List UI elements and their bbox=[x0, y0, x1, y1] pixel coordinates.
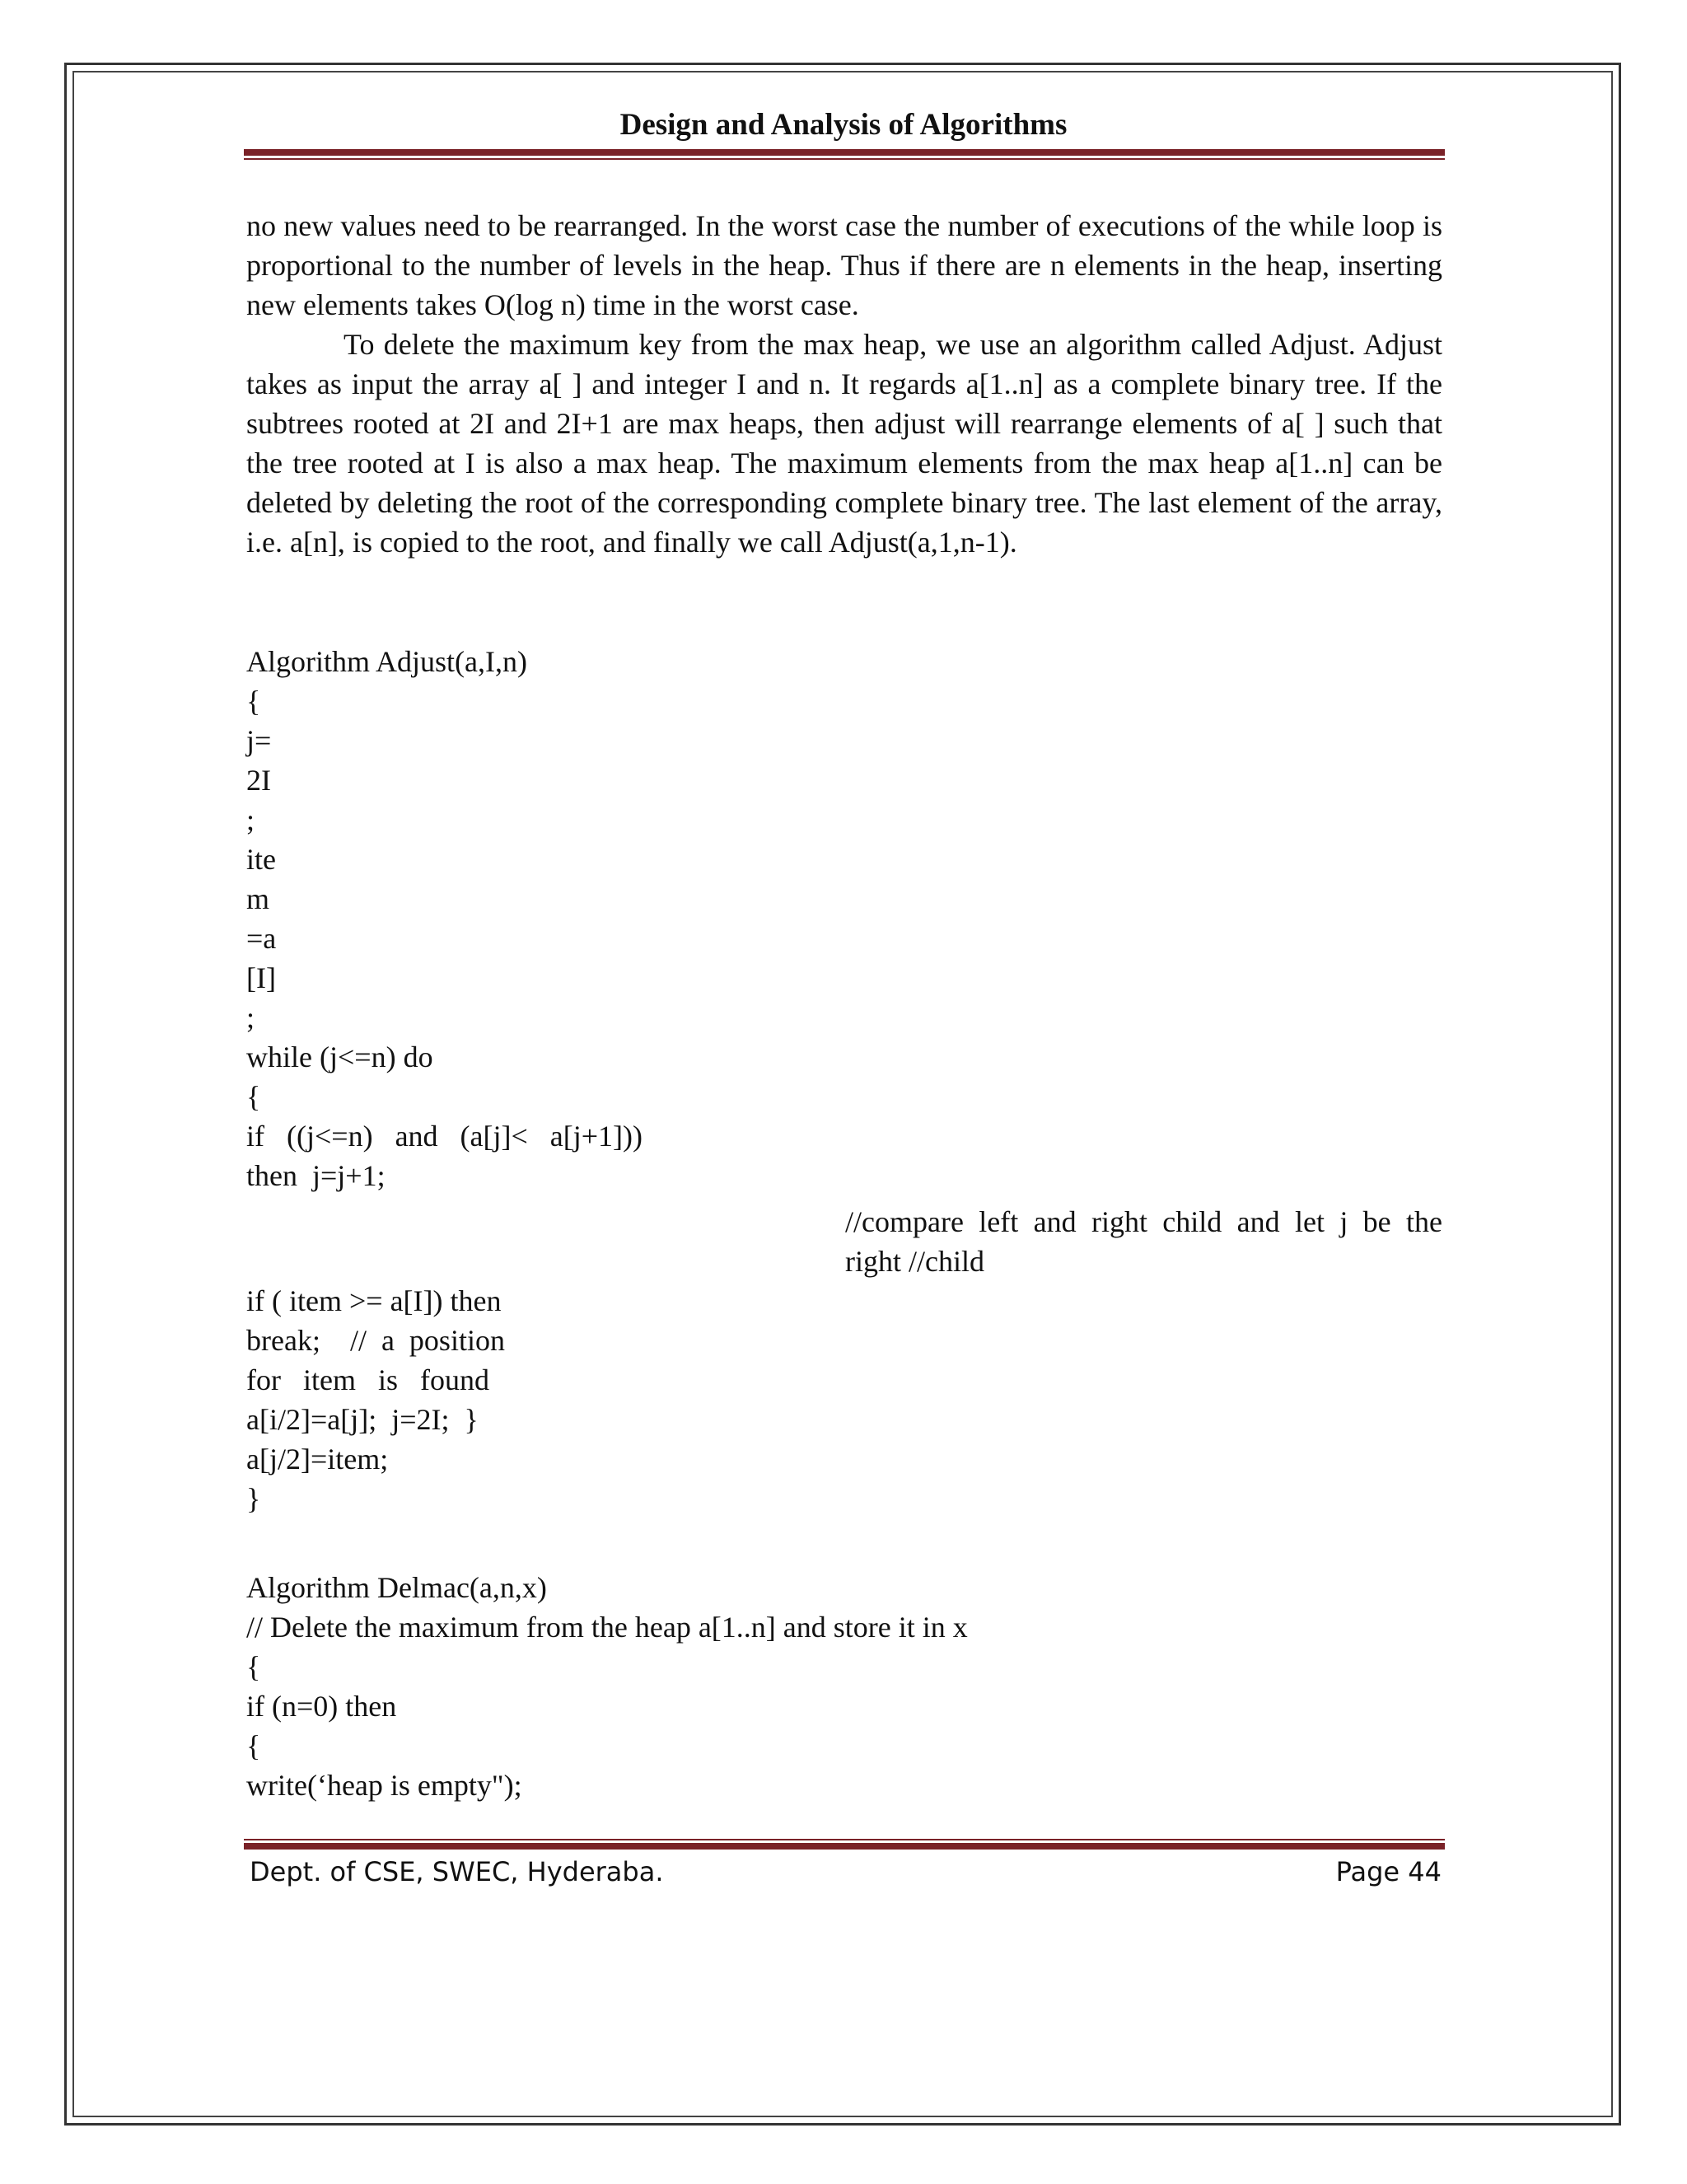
page-number: Page 44 bbox=[1335, 1856, 1442, 1887]
code-line: if ( item >= a[I]) then bbox=[246, 1284, 502, 1317]
code-line: for item is found bbox=[246, 1363, 489, 1396]
code-line: ite bbox=[246, 843, 276, 876]
code-line: if ((j<=n) and (a[j]< a[j+1])) bbox=[246, 1120, 643, 1153]
code-line: Algorithm Adjust(a,I,n) bbox=[246, 645, 527, 678]
code-line: a[i/2]=a[j]; j=2I; } bbox=[246, 1403, 479, 1436]
code-line: Algorithm Delmac(a,n,x) bbox=[246, 1571, 547, 1604]
code-line: { bbox=[246, 1080, 261, 1113]
code-line: while (j<=n) do bbox=[246, 1041, 433, 1073]
code-line: ; bbox=[246, 1001, 255, 1034]
header-rule-thick bbox=[244, 149, 1445, 156]
comment-line: right //child bbox=[845, 1245, 984, 1278]
paragraph-worst-case: no new values need to be rearranged. In the worst case the number of executions of the while loop is proportional to the number of levels in the heap. Thus if there are n elements in the heap, inserting new elements takes O(log n) time in the worst case. bbox=[246, 209, 1442, 321]
code-comment bbox=[845, 1202, 1442, 1281]
footer-rule-thick bbox=[244, 1843, 1445, 1850]
code-line: [I] bbox=[246, 961, 276, 994]
footer-department: Dept. of CSE, SWEC, Hyderaba. bbox=[250, 1856, 664, 1887]
code-line: // Delete the maximum from the heap a[1..n] and store it in x bbox=[246, 1611, 968, 1644]
code-line: then j=j+1; bbox=[246, 1159, 386, 1192]
code-line: a[j/2]=item; bbox=[246, 1443, 389, 1475]
code-line: if (n=0) then bbox=[246, 1690, 397, 1723]
code-line: 2I bbox=[246, 764, 271, 797]
code-line: break; // a position bbox=[246, 1324, 505, 1357]
code-line: =a bbox=[246, 922, 277, 955]
body-text bbox=[246, 206, 1442, 562]
paragraph-delete-max: To delete the maximum key from the max heap, we use an algorithm called Adjust. Adjust takes as input the array a[ ] and integer I and n. It regards a[1..n] as a complete binary tree. If the subtrees rooted at 2I and 2I+1 are max heaps, then adjust will rearrange elements of a[ ] such that the tree rooted at I is also a max heap. The maximum elements from the max heap a[1..n] can be deleted by deleting the root of the corresponding complete binary tree. The last element of the array, i.e. a[n], is copied to the root, and finally we call Adjust(a,1,n-1). bbox=[246, 328, 1442, 559]
code-line: } bbox=[246, 1482, 261, 1515]
header-rule-thin bbox=[244, 158, 1445, 160]
code-line: m bbox=[246, 882, 270, 915]
code-line: write(‘heap is empty"); bbox=[246, 1769, 522, 1802]
code-line: ; bbox=[246, 803, 255, 836]
code-line: { bbox=[246, 685, 261, 718]
comment-line: //compare left and right child and let j be the bbox=[845, 1205, 1442, 1238]
footer-rule-thin bbox=[244, 1839, 1445, 1840]
code-line: j= bbox=[246, 724, 272, 757]
header-title: Design and Analysis of Algorithms bbox=[619, 108, 1068, 142]
code-line: { bbox=[246, 1729, 261, 1762]
code-line: { bbox=[246, 1650, 261, 1683]
